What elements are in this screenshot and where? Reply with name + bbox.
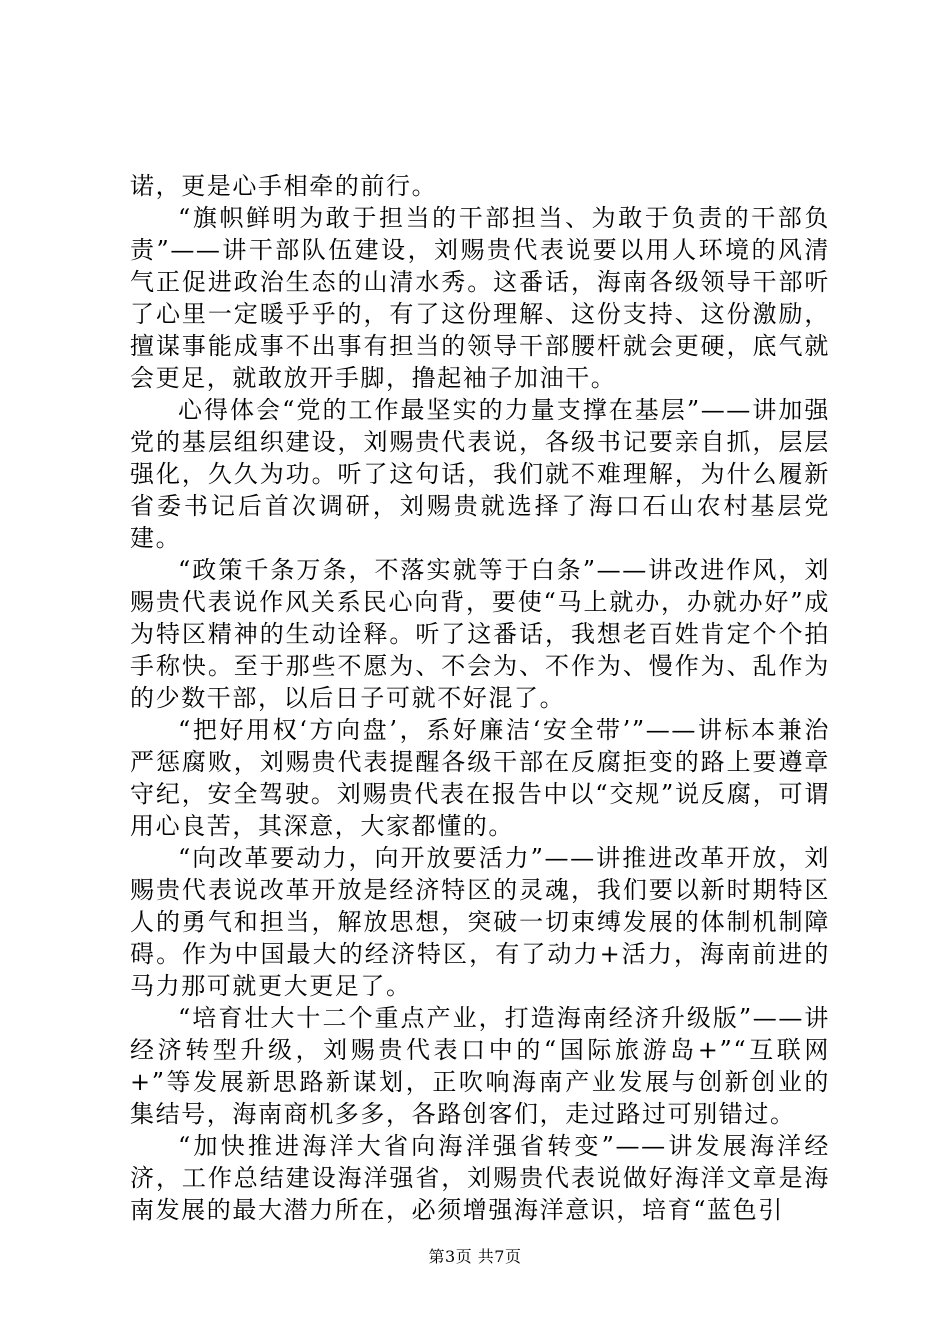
paragraph-reform-opening: “向改革要动力，向开放要活力”——讲推进改革开放，刘赐贵代表说改革开放是经济特区的灵魂，我们要以新时期特区人的勇气和担当，解放思想，突破一切束缚发展的体制机制障碍。作为中国最大的经济特区，有了动力+活力，海南前进的马力那可就更大更足了。 bbox=[130, 844, 830, 1000]
paragraph-marine-economy: “加快推进海洋大省向海洋强省转变”——讲发展海洋经济，工作总结建设海洋强省，刘赐贵代表说做好海洋文章是海南发展的最大潜力所在，必须增强海洋意识，培育“蓝色引 bbox=[130, 1132, 830, 1224]
paragraph-economic-upgrade: “培育壮大十二个重点产业，打造海南经济升级版”——讲经济转型升级，刘赐贵代表口中的“国际旅游岛+”“互联网+”等发展新思路新谋划，正吹响海南产业发展与创新创业的集结号，海南商机多多，各路创客们，走过路过可别错过。 bbox=[130, 1004, 830, 1128]
paragraph-continuation: 诺，更是心手相牵的前行。 bbox=[130, 172, 438, 200]
paragraph-work-style: “政策千条万条，不落实就等于白条”——讲改进作风，刘赐贵代表说作风关系民心向背，要使“马上就办，办就办好”成为特区精神的生动诠释。听了这番话，我想老百姓肯定个个拍手称快。至于那些不愿为、不会为、不作为、慢作为、乱作为的少数干部，以后日子可就不好混了。 bbox=[130, 556, 830, 712]
document-body bbox=[130, 170, 830, 1226]
paragraph-grassroots-party: 心得体会“党的工作最坚实的力量支撑在基层”——讲加强党的基层组织建设，刘赐贵代表说，各级书记要亲自抓，层层强化，久久为功。听了这句话，我们就不难理解，为什么履新省委书记后首次调研，刘赐贵就选择了海口石山农村基层党建。 bbox=[130, 396, 830, 552]
page-number-footer: 第3页 共7页 bbox=[428, 1247, 522, 1266]
paragraph-anti-corruption: “把好用权‘方向盘’，系好廉洁‘安全带’”——讲标本兼治严惩腐败，刘赐贵代表提醒各级干部在反腐拒变的路上要遵章守纪，安全驾驶。刘赐贵代表在报告中以“交规”说反腐，可谓用心良苦，其深意，大家都懂的。 bbox=[130, 716, 830, 840]
paragraph-cadre-building: “旗帜鲜明为敢于担当的干部担当、为敢于负责的干部负责”——讲干部队伍建设，刘赐贵代表说要以用人环境的风清气正促进政治生态的山清水秀。这番话，海南各级领导干部听了心里一定暖乎乎的，有了这份理解、这份支持、这份激励，擅谋事能成事不出事有担当的领导干部腰杆就会更硬，底气就会更足，就敢放开手脚，撸起袖子加油干。 bbox=[130, 204, 830, 392]
